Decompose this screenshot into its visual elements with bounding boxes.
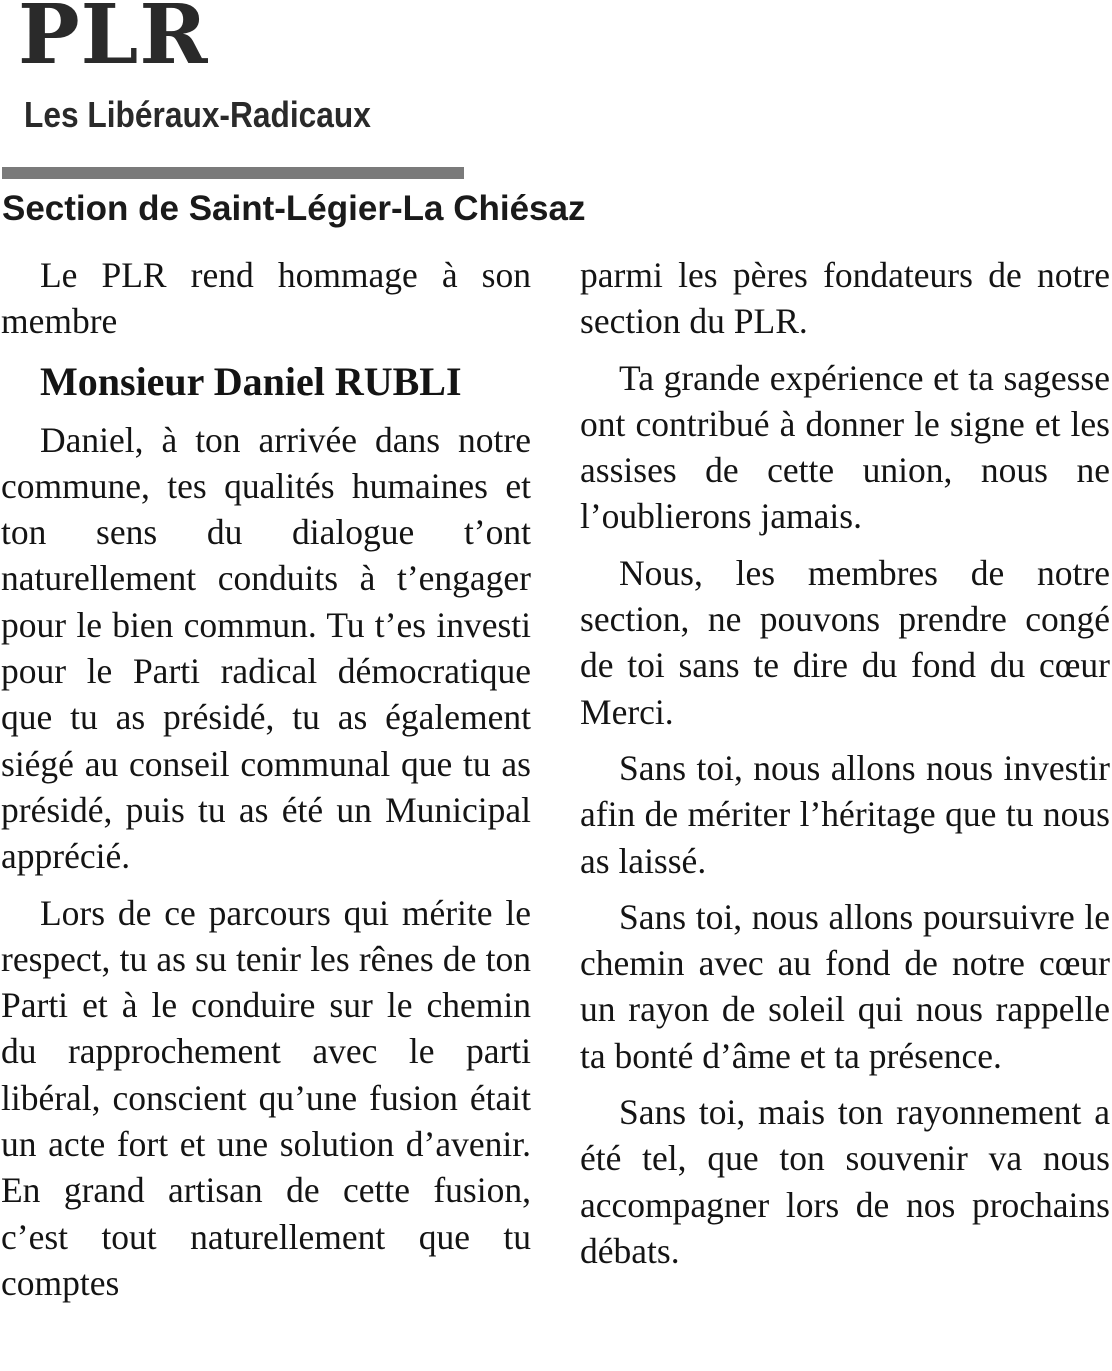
article-intro: Le PLR rend hommage à son membre [1,255,531,342]
honoree-name: Monsieur Daniel RUBLI [40,358,462,404]
article-paragraph: Daniel, à ton arrivée dans notre commune, tes qualités humaines et ton sens du dialogue t’ont naturellement conduits à t’engager pour le bien commun. Tu t’es investi pour le Parti radical démocratique que tu as présidé, tu as également siégé au conseil communal que tu as présidé, puis tu as été un Municipal apprécié. [1,419,531,877]
article-column-left [1,252,531,1306]
article-column-right [580,252,1110,1274]
article-paragraph: parmi les pères fondateurs de notre section du PLR. [580,255,1110,342]
logo-rule [2,167,464,179]
article-paragraph: Sans toi, nous allons nous investir afin de mériter l’héritage que tu nous as laissé. [580,747,1110,881]
article-paragraph: Lors de ce parcours qui mérite le respect, tu as su tenir les rênes de ton Parti et à le conduire sur le chemin du rapprochement avec le parti libéral, conscient qu’une fusion était un acte fort et une solution d’avenir. En grand artisan de cette fusion, c’est tout naturellement que tu comptes [1,892,531,1303]
article-paragraph: Sans toi, mais ton rayonnement a été tel, que ton souvenir va nous accompagner lors de nos prochains débats. [580,1092,1110,1271]
logo-title: PLR [18,0,209,83]
article-paragraph: Nous, les membres de notre section, ne pouvons prendre congé de toi sans te dire du fond du cœur Merci. [580,552,1110,732]
article-paragraph: Ta grande expérience et ta sagesse ont contribué à donner le signe et les assises de cette union, nous ne l’oublierons jamais. [580,357,1110,537]
section-title: Section de Saint-Légier-La Chiésaz [2,189,586,228]
article-paragraph: Sans toi, nous allons poursuivre le chemin avec au fond de notre cœur un rayon de soleil qui nous rappelle ta bonté d’âme et ta présence. [580,896,1110,1076]
logo-subtitle: Les Libéraux-Radicaux [24,94,371,135]
